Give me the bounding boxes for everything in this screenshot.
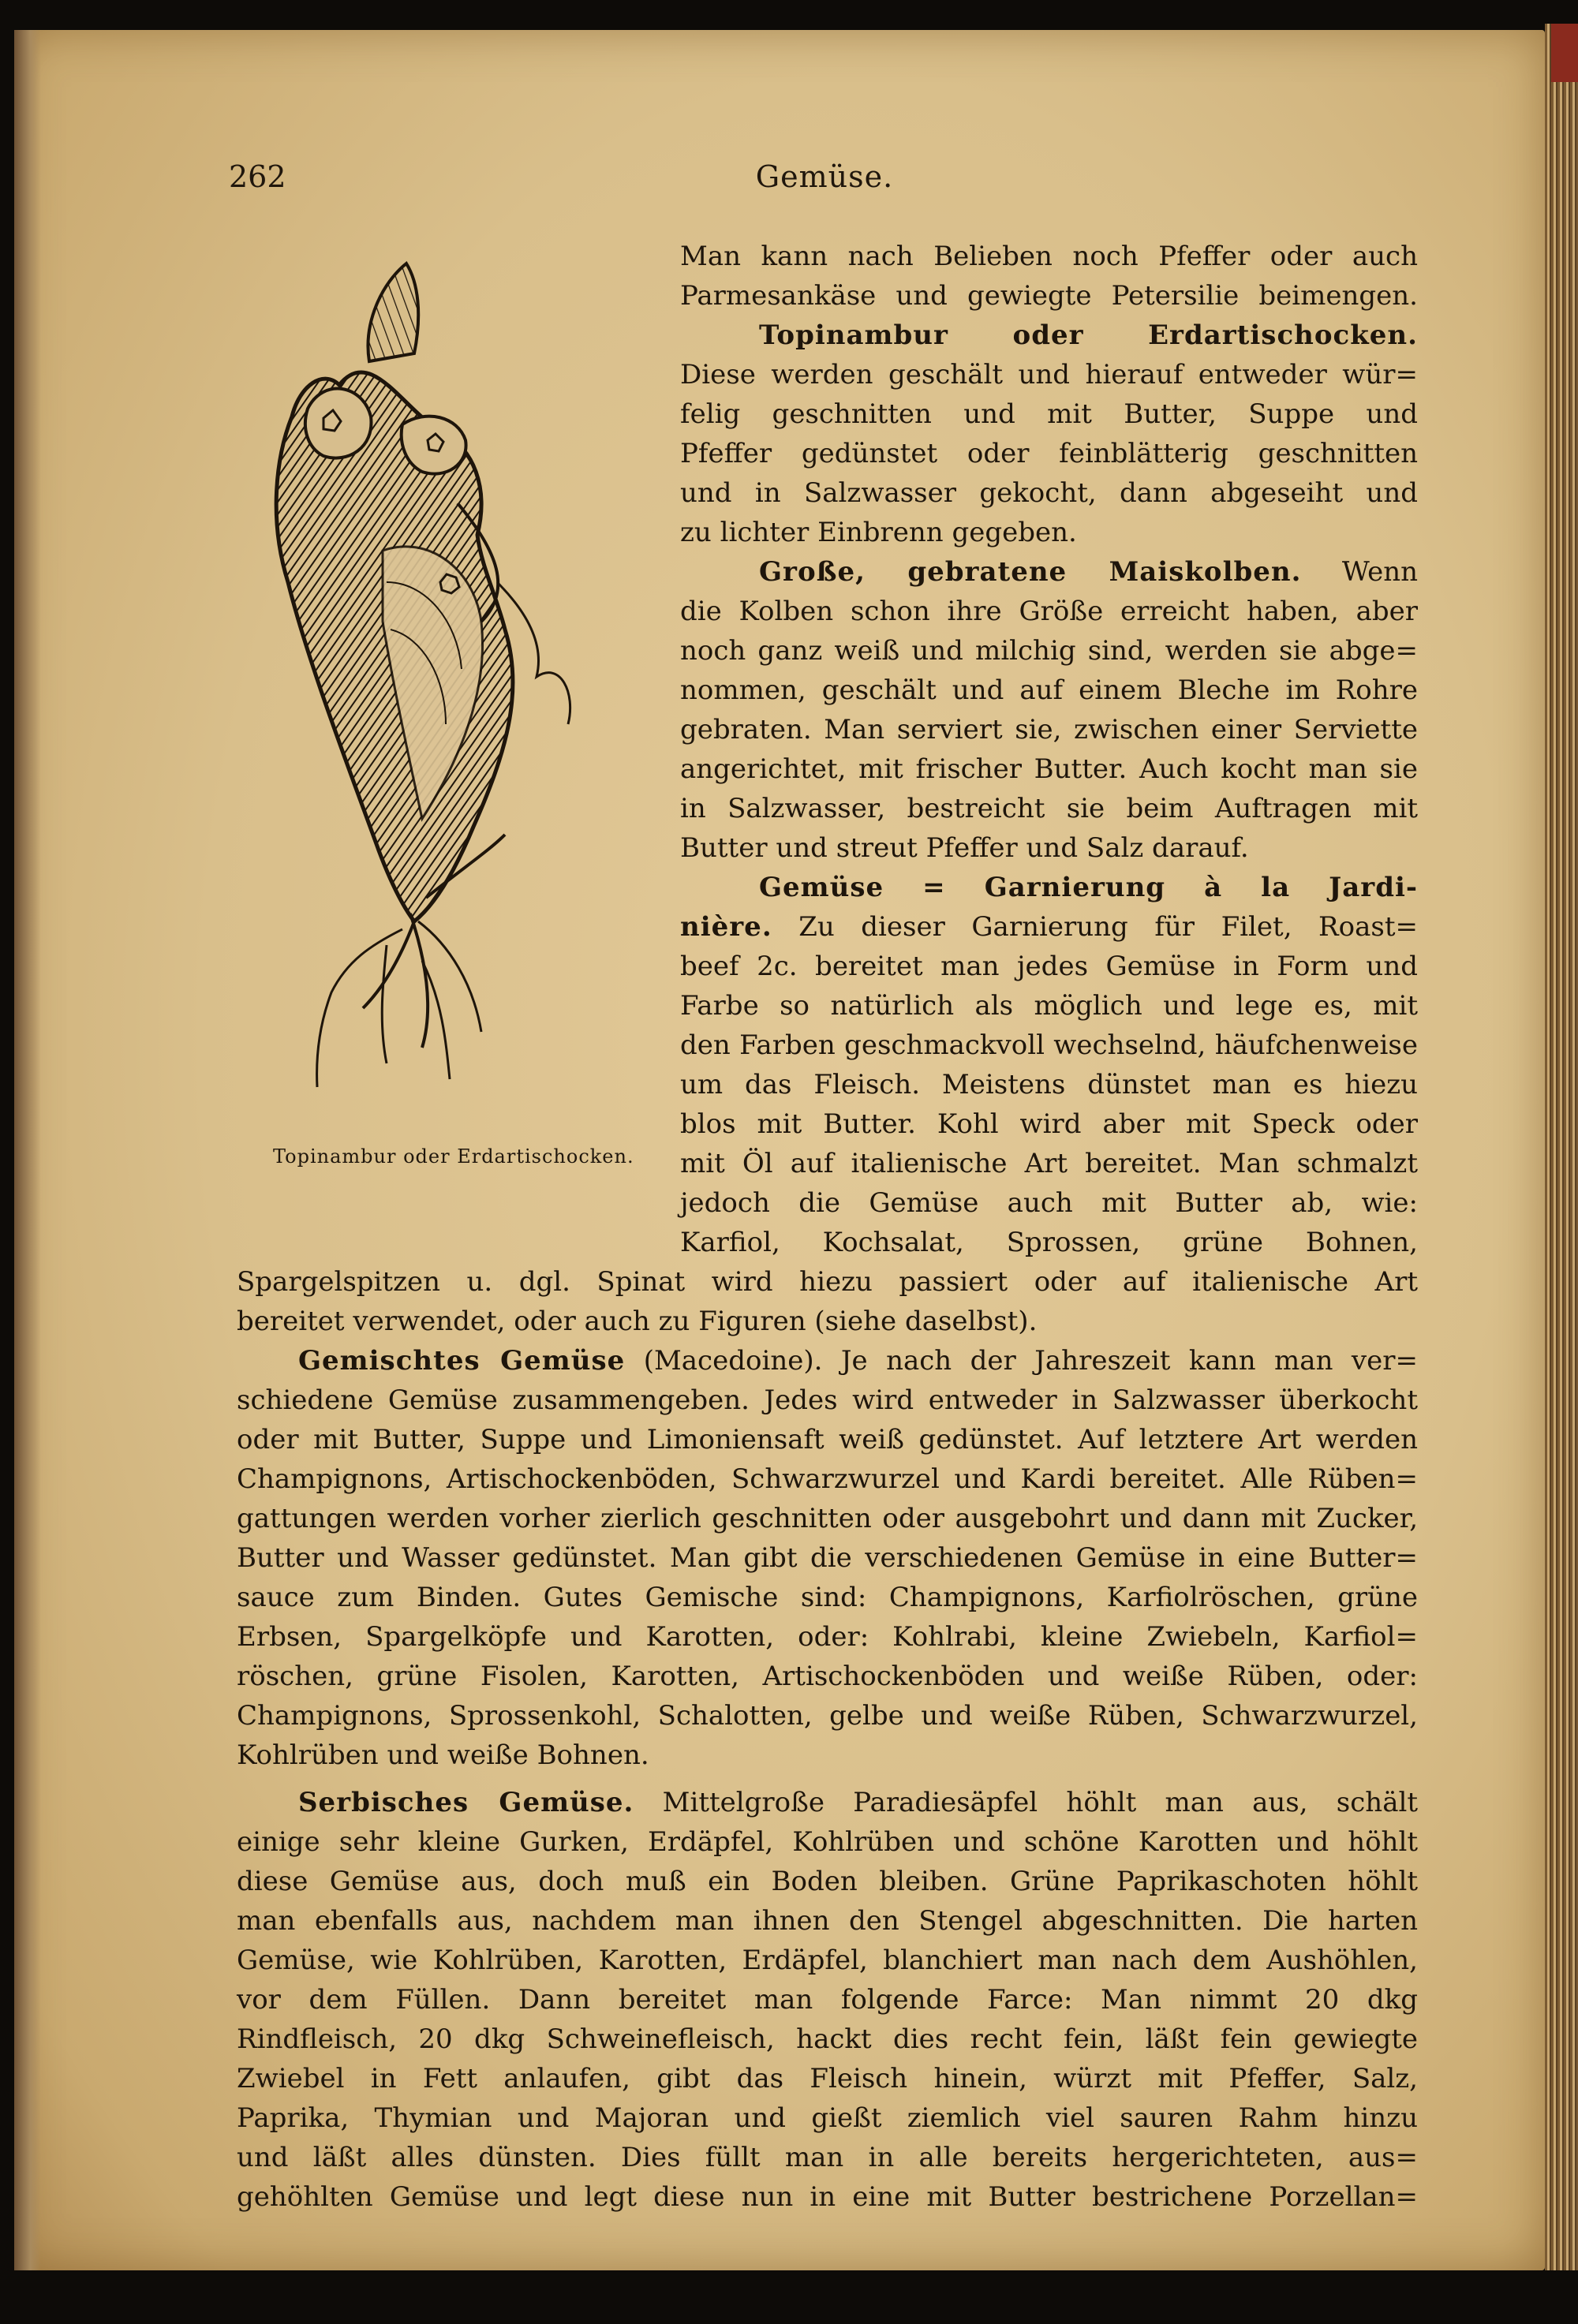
text-line: Diese werden geschält und hierauf entweder wür= (680, 359, 1418, 390)
text-line: um das Fleisch. Meistens dünstet man es hiezu (680, 1069, 1418, 1100)
figure-caption: Topinambur oder Erdartischocken. (273, 1145, 634, 1168)
text-line: Gemüse, wie Kohlrüben, Karotten, Erdäpfel, blanchiert man nach dem Aushöhlen, (237, 1945, 1418, 1976)
tuber-engraving (245, 251, 671, 1119)
text-line: den Farben geschmackvoll wechselnd, häufchenweise (680, 1029, 1418, 1061)
text-line (759, 552, 1418, 592)
text-line (298, 1783, 1418, 1822)
text-line: vor dem Füllen. Dann bereitet man folgende Farce: Man nimmt 20 dkg (237, 1984, 1418, 2016)
text-line: man ebenfalls aus, nachdem man ihnen den Stengel abgeschnitten. Die harten (237, 1905, 1418, 1937)
text-line: angerichtet, mit frischer Butter. Auch kocht man sie (680, 753, 1418, 785)
text-line (298, 1341, 1418, 1381)
text-line: Champignons, Artischockenböden, Schwarzwurzel und Kardi bereitet. Alle Rüben= (237, 1463, 1418, 1495)
text-run: Wenn (1341, 556, 1419, 588)
text-line (680, 907, 1418, 947)
text-line: Paprika, Thymian und Majoran und gießt ziemlich viel sauren Rahm hinzu (237, 2102, 1418, 2134)
text-line: gehöhlten Gemüse und legt diese nun in eine mit Butter bestrichene Porzellan= (237, 2181, 1418, 2213)
text-line: jedoch die Gemüse auch mit Butter ab, wie: (680, 1187, 1418, 1219)
text-line: in Salzwasser, bestreicht sie beim Auftragen mit (680, 793, 1418, 824)
topinambur-illustration (245, 251, 671, 1119)
running-title: Gemüse. (755, 159, 894, 194)
text-line: schiedene Gemüse zusammengeben. Jedes wird entweder in Salzwasser überkocht (237, 1384, 1418, 1416)
text-line: bereitet verwendet, oder auch zu Figuren (siehe daselbst). (237, 1306, 1038, 1337)
text-line: und in Salzwasser gekocht, dann abgeseiht und (680, 477, 1418, 509)
text-line: einige sehr kleine Gurken, Erdäpfel, Kohlrüben und schöne Karotten und höhlt (237, 1826, 1418, 1858)
section-heading-maiskolben: Große, gebratene Maiskolben. (759, 556, 1302, 588)
text-line: Pfeffer gedünstet oder feinblätterig geschnitten (680, 438, 1418, 469)
text-line: Butter und streut Pfeffer und Salz darauf. (680, 832, 1249, 864)
text-line: sauce zum Binden. Gutes Gemische sind: Champignons, Karfiolröschen, grüne (237, 1582, 1418, 1613)
text-line: Champignons, Sprossenkohl, Schalotten, gelbe und weiße Rüben, Schwarzwurzel, (237, 1700, 1418, 1732)
text-line: felig geschnitten und mit Butter, Suppe und (680, 398, 1418, 430)
section-heading-topinambur: Topinambur oder Erdartischocken. (759, 319, 1418, 351)
text-line: nommen, geschält und auf einem Bleche im Rohre (680, 674, 1418, 706)
text-line: diese Gemüse aus, doch muß ein Boden bleiben. Grüne Paprikaschoten höhlt (237, 1866, 1418, 1897)
text-line: und läßt alles dünsten. Dies füllt man in alle bereits hergerichteten, aus= (237, 2142, 1418, 2173)
text-line: gattungen werden vorher zierlich geschnitten oder ausgebohrt und dann mit Zucker, (237, 1503, 1418, 1534)
text-line: zu lichter Einbrenn gegeben. (680, 517, 1077, 548)
text-run: Zu dieser Garnierung für Filet, Roast= (798, 911, 1418, 943)
text-line: Parmesankäse und gewiegte Petersilie beimengen. (680, 280, 1418, 312)
section-heading-garnierung-cont: nière. (680, 911, 772, 943)
text-line: Erbsen, Spargelköpfe und Karotten, oder: Kohlrabi, kleine Zwiebeln, Karfiol= (237, 1621, 1418, 1653)
section-heading-garnierung: Gemüse = Garnierung à la Jardi- (759, 872, 1418, 903)
text-line: Rindfleisch, 20 dkg Schweinefleisch, hackt dies recht fein, läßt fein gewiegte (237, 2023, 1418, 2055)
text-line: Kohlrüben und weiße Bohnen. (237, 1739, 649, 1771)
text-line: noch ganz weiß und milchig sind, werden sie abge= (680, 635, 1418, 667)
text-line: oder mit Butter, Suppe und Limoniensaft weiß gedünstet. Auf letztere Art werden (237, 1424, 1418, 1455)
text-line: mit Öl auf italienische Art bereitet. Man schmalzt (680, 1148, 1418, 1179)
text-line: Zwiebel in Fett anlaufen, gibt das Fleisch hinein, würzt mit Pfeffer, Salz, (237, 2063, 1418, 2094)
page-number: 262 (229, 159, 286, 194)
text-line: Spargelspitzen u. dgl. Spinat wird hiezu passiert oder auf italienische Art (237, 1266, 1418, 1298)
page-edges (1545, 24, 1578, 2280)
text-line: Man kann nach Belieben noch Pfeffer oder auch (680, 241, 1418, 272)
text-line: Butter und Wasser gedünstet. Man gibt die verschiedenen Gemüse in eine Butter= (237, 1542, 1418, 1574)
section-heading-serbisches: Serbisches Gemüse. (298, 1787, 634, 1818)
text-run: Mittelgroße Paradiesäpfel höhlt man aus, schält (662, 1787, 1419, 1818)
text-line: die Kolben schon ihre Größe erreicht haben, aber (680, 596, 1418, 627)
text-line: Farbe so natürlich als möglich und lege es, mit (680, 990, 1418, 1022)
text-line: Karfiol, Kochsalat, Sprossen, grüne Bohnen, (680, 1227, 1418, 1258)
section-heading-gemischtes: Gemischtes Gemüse (298, 1345, 626, 1377)
text-line: gebraten. Man serviert sie, zwischen einer Serviette (680, 714, 1418, 745)
bookmark-tab (1551, 24, 1578, 82)
text-line: beef 2c. bereitet man jedes Gemüse in Form und (680, 951, 1418, 982)
running-head (229, 159, 1420, 199)
text-line: blos mit Butter. Kohl wird aber mit Speck oder (680, 1108, 1418, 1140)
text-run: (Macedoine). Je nach der Jahreszeit kann man ver= (643, 1345, 1418, 1377)
text-line: röschen, grüne Fisolen, Karotten, Artischockenböden und weiße Rüben, oder: (237, 1661, 1418, 1692)
book-gutter (14, 30, 41, 2270)
scan-background (0, 2270, 1578, 2324)
